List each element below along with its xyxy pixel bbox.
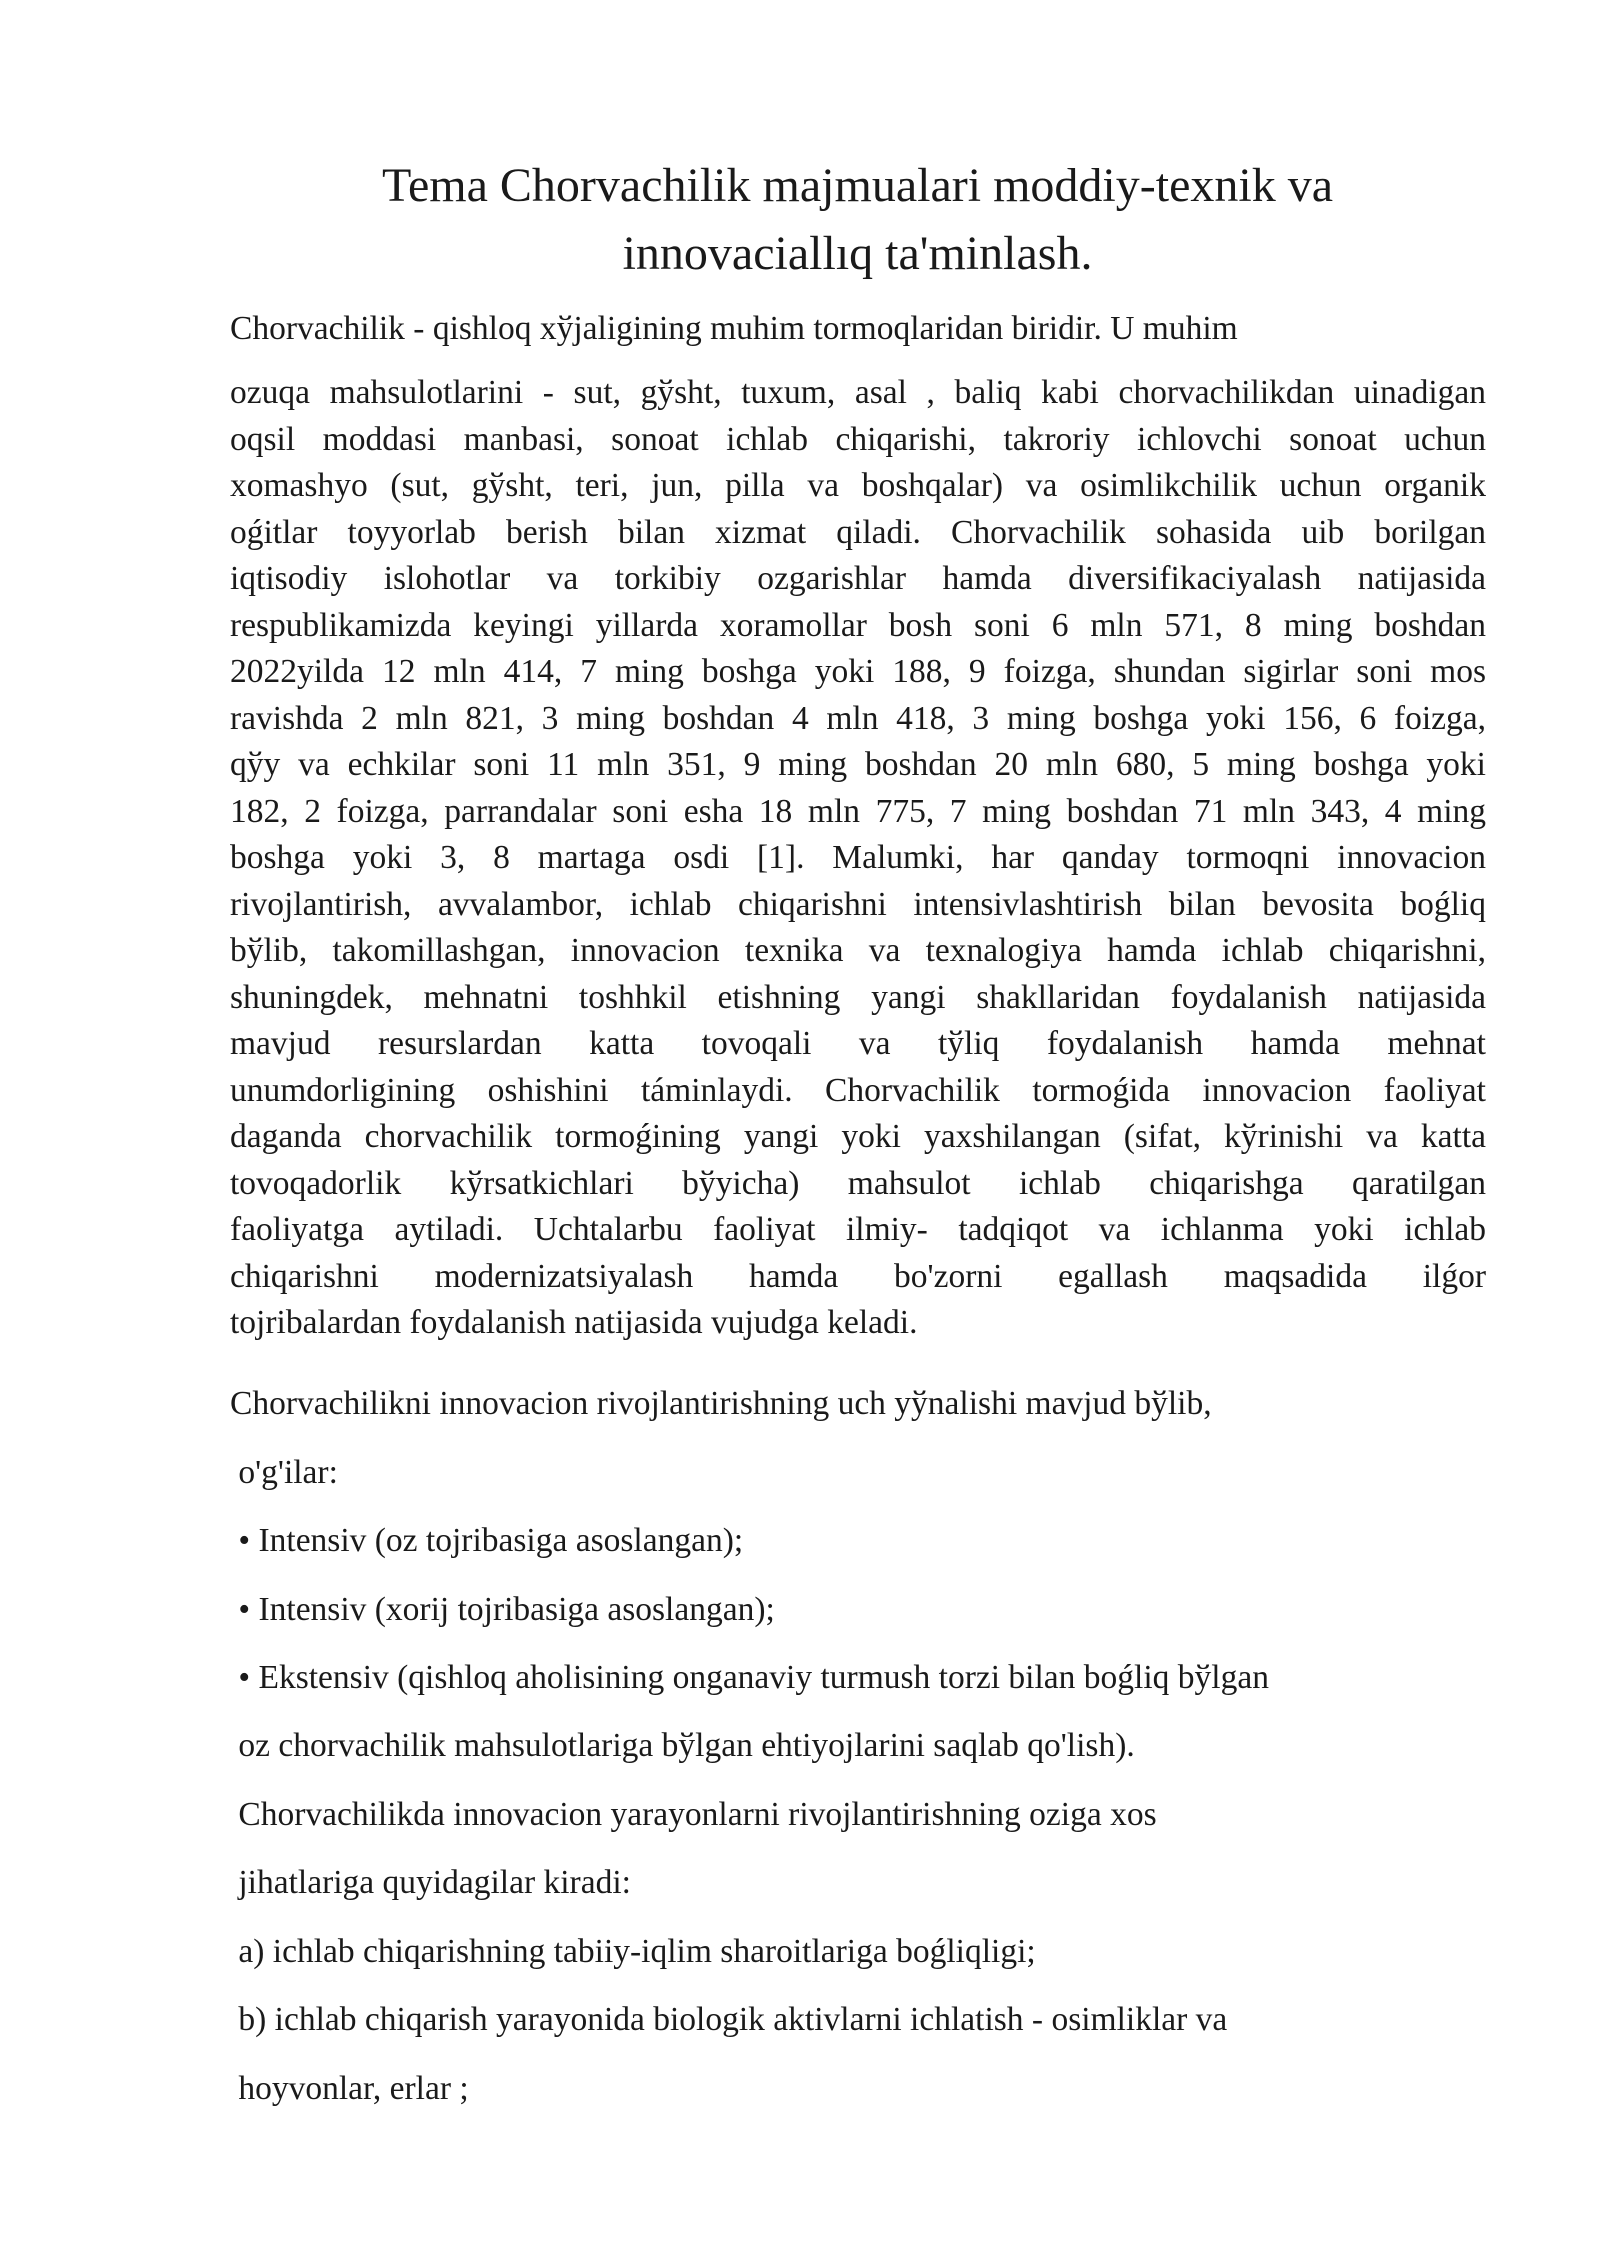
paragraph-line: chiqarishni modernizatsiyalash hamda bo'zorni egallash maqsadida ilǵor xyxy=(230,1257,1486,1295)
paragraph-line: unumdorligining oshishini táminlaydi. Chorvachilik tormoǵida innovacion faoliyat xyxy=(230,1071,1486,1109)
paragraph-line: boshga yoki 3, 8 martaga osdi [1]. Malumki, har qanday tormoqni innovacion xyxy=(230,839,1486,876)
bullet-item-3-line-2: oz chorvachilik mahsulotlariga bўlgan ehtiyojlarini saqlab qo'lish). xyxy=(230,1727,1135,1764)
title-line-2: innovaciallıq ta'minlash. xyxy=(622,227,1093,280)
paragraph-line: xomashyo (sut, gўsht, teri, jun, pilla va boshqalar) va osimlikchilik uchun organik xyxy=(230,467,1486,504)
paragraph-line: bўlib, takomillashgan, innovacion texnika va texnalogiya hamda ichlab chiqarishni, xyxy=(230,932,1486,969)
paragraph-line: rivojlantirish, avvalambor, ichlab chiqarishni intensivlashtirish bilan bevosita boǵliq xyxy=(230,885,1486,923)
paragraph-line: shuningdek, mehnatni toshhkil etishning yangi shakllaridan foydalanish natijasida xyxy=(230,978,1486,1016)
list-item-b-line-2: hoyvonlar, erlar ; xyxy=(230,2070,469,2107)
bullet-item-2: • Intensiv (xorij tojribasiga asoslangan); xyxy=(230,1591,775,1628)
paragraph-line: faoliyatga aytiladi. Uchtalarbu faoliyat ilmiy- tadqiqot va ichlanma yoki ichlab xyxy=(230,1211,1486,1248)
paragraph-line: ozuqa mahsulotlarini - sut, gўsht, tuxum, asal , baliq kabi chorvachilikdan uinadigan xyxy=(230,374,1486,411)
paragraph-line: tovoqadorlik kўrsatkichlari bўyicha) mahsulot ichlab chiqarishga qaratilgan xyxy=(230,1164,1486,1202)
paragraph-line: 2022yilda 12 mln 414, 7 ming boshga yoki 188, 9 foizga, shundan sigirlar soni mos xyxy=(230,653,1486,690)
list-item-a: a) ichlab chiqarishning tabiiy-iqlim sharoitlariga boǵliqligi; xyxy=(230,1933,1036,1970)
paragraph-line: qўy va echkilar soni 11 mln 351, 9 ming boshdan 20 mln 680, 5 ming boshga yoki xyxy=(230,746,1486,783)
bullet-item-3-line-1: • Ekstensiv (qishloq aholisining onganaviy turmush torzi bilan boǵliq bўlgan xyxy=(230,1659,1269,1696)
paragraph-line: oǵitlar toyyorlab berish bilan xizmat qiladi. Chorvachilik sohasida uib borilgan xyxy=(230,513,1486,551)
features-line-2: jihatlariga quyidagilar kiradi: xyxy=(230,1864,631,1901)
main-paragraph xyxy=(230,370,1486,1347)
paragraph-line: tojribalardan foydalanish natijasida vujudga keladi. xyxy=(230,1304,918,1341)
directions-line-1: Chorvachilikni innovacion rivojlantirishning uch yўnalishi mavjud bўlib, xyxy=(230,1385,1212,1422)
paragraph-line: oqsil moddasi manbasi, sonoat ichlab chiqarishi, takroriy ichlovchi sonoat uchun xyxy=(230,420,1486,458)
title-line-1: Tema Chorvachilik majmualari moddiy-texnik va xyxy=(381,159,1334,212)
directions-line-2: o'g'ilar: xyxy=(230,1454,338,1491)
paragraph-line: 182, 2 foizga, parrandalar soni esha 18 mln 775, 7 ming boshdan 71 mln 343, 4 ming xyxy=(230,792,1486,830)
paragraph-line: mavjud resurslardan katta tovoqali va tўliq foydalanish hamda mehnat xyxy=(230,1025,1486,1062)
bullet-item-1: • Intensiv (oz tojribasiga asoslangan); xyxy=(230,1522,744,1559)
paragraph-line: daganda chorvachilik tormoǵining yangi yoki yaxshilangan (sifat, kўrinishi va katta xyxy=(230,1118,1486,1155)
paragraph-line: iqtisodiy islohotlar va torkibiy ozgarishlar hamda diversifikaciyalash natijasida xyxy=(230,560,1486,597)
paragraph-line: respublikamizda keyingi yillarda xoramollar bosh soni 6 mln 571, 8 ming boshdan xyxy=(230,606,1486,644)
document-title xyxy=(230,152,1485,288)
intro-line: Chorvachilik - qishloq xўjaligining muhim tormoqlaridan biridir. U muhim xyxy=(230,310,1238,347)
list-item-b-line-1: b) ichlab chiqarish yarayonida biologik aktivlarni ichlatish - osimliklar va xyxy=(230,2001,1228,2038)
paragraph-line: ravishda 2 mln 821, 3 ming boshdan 4 mln 418, 3 ming boshga yoki 156, 6 foizga, xyxy=(230,699,1486,737)
features-line-1: Chorvachilikda innovacion yarayonlarni rivojlantirishning oziga xos xyxy=(230,1796,1157,1833)
